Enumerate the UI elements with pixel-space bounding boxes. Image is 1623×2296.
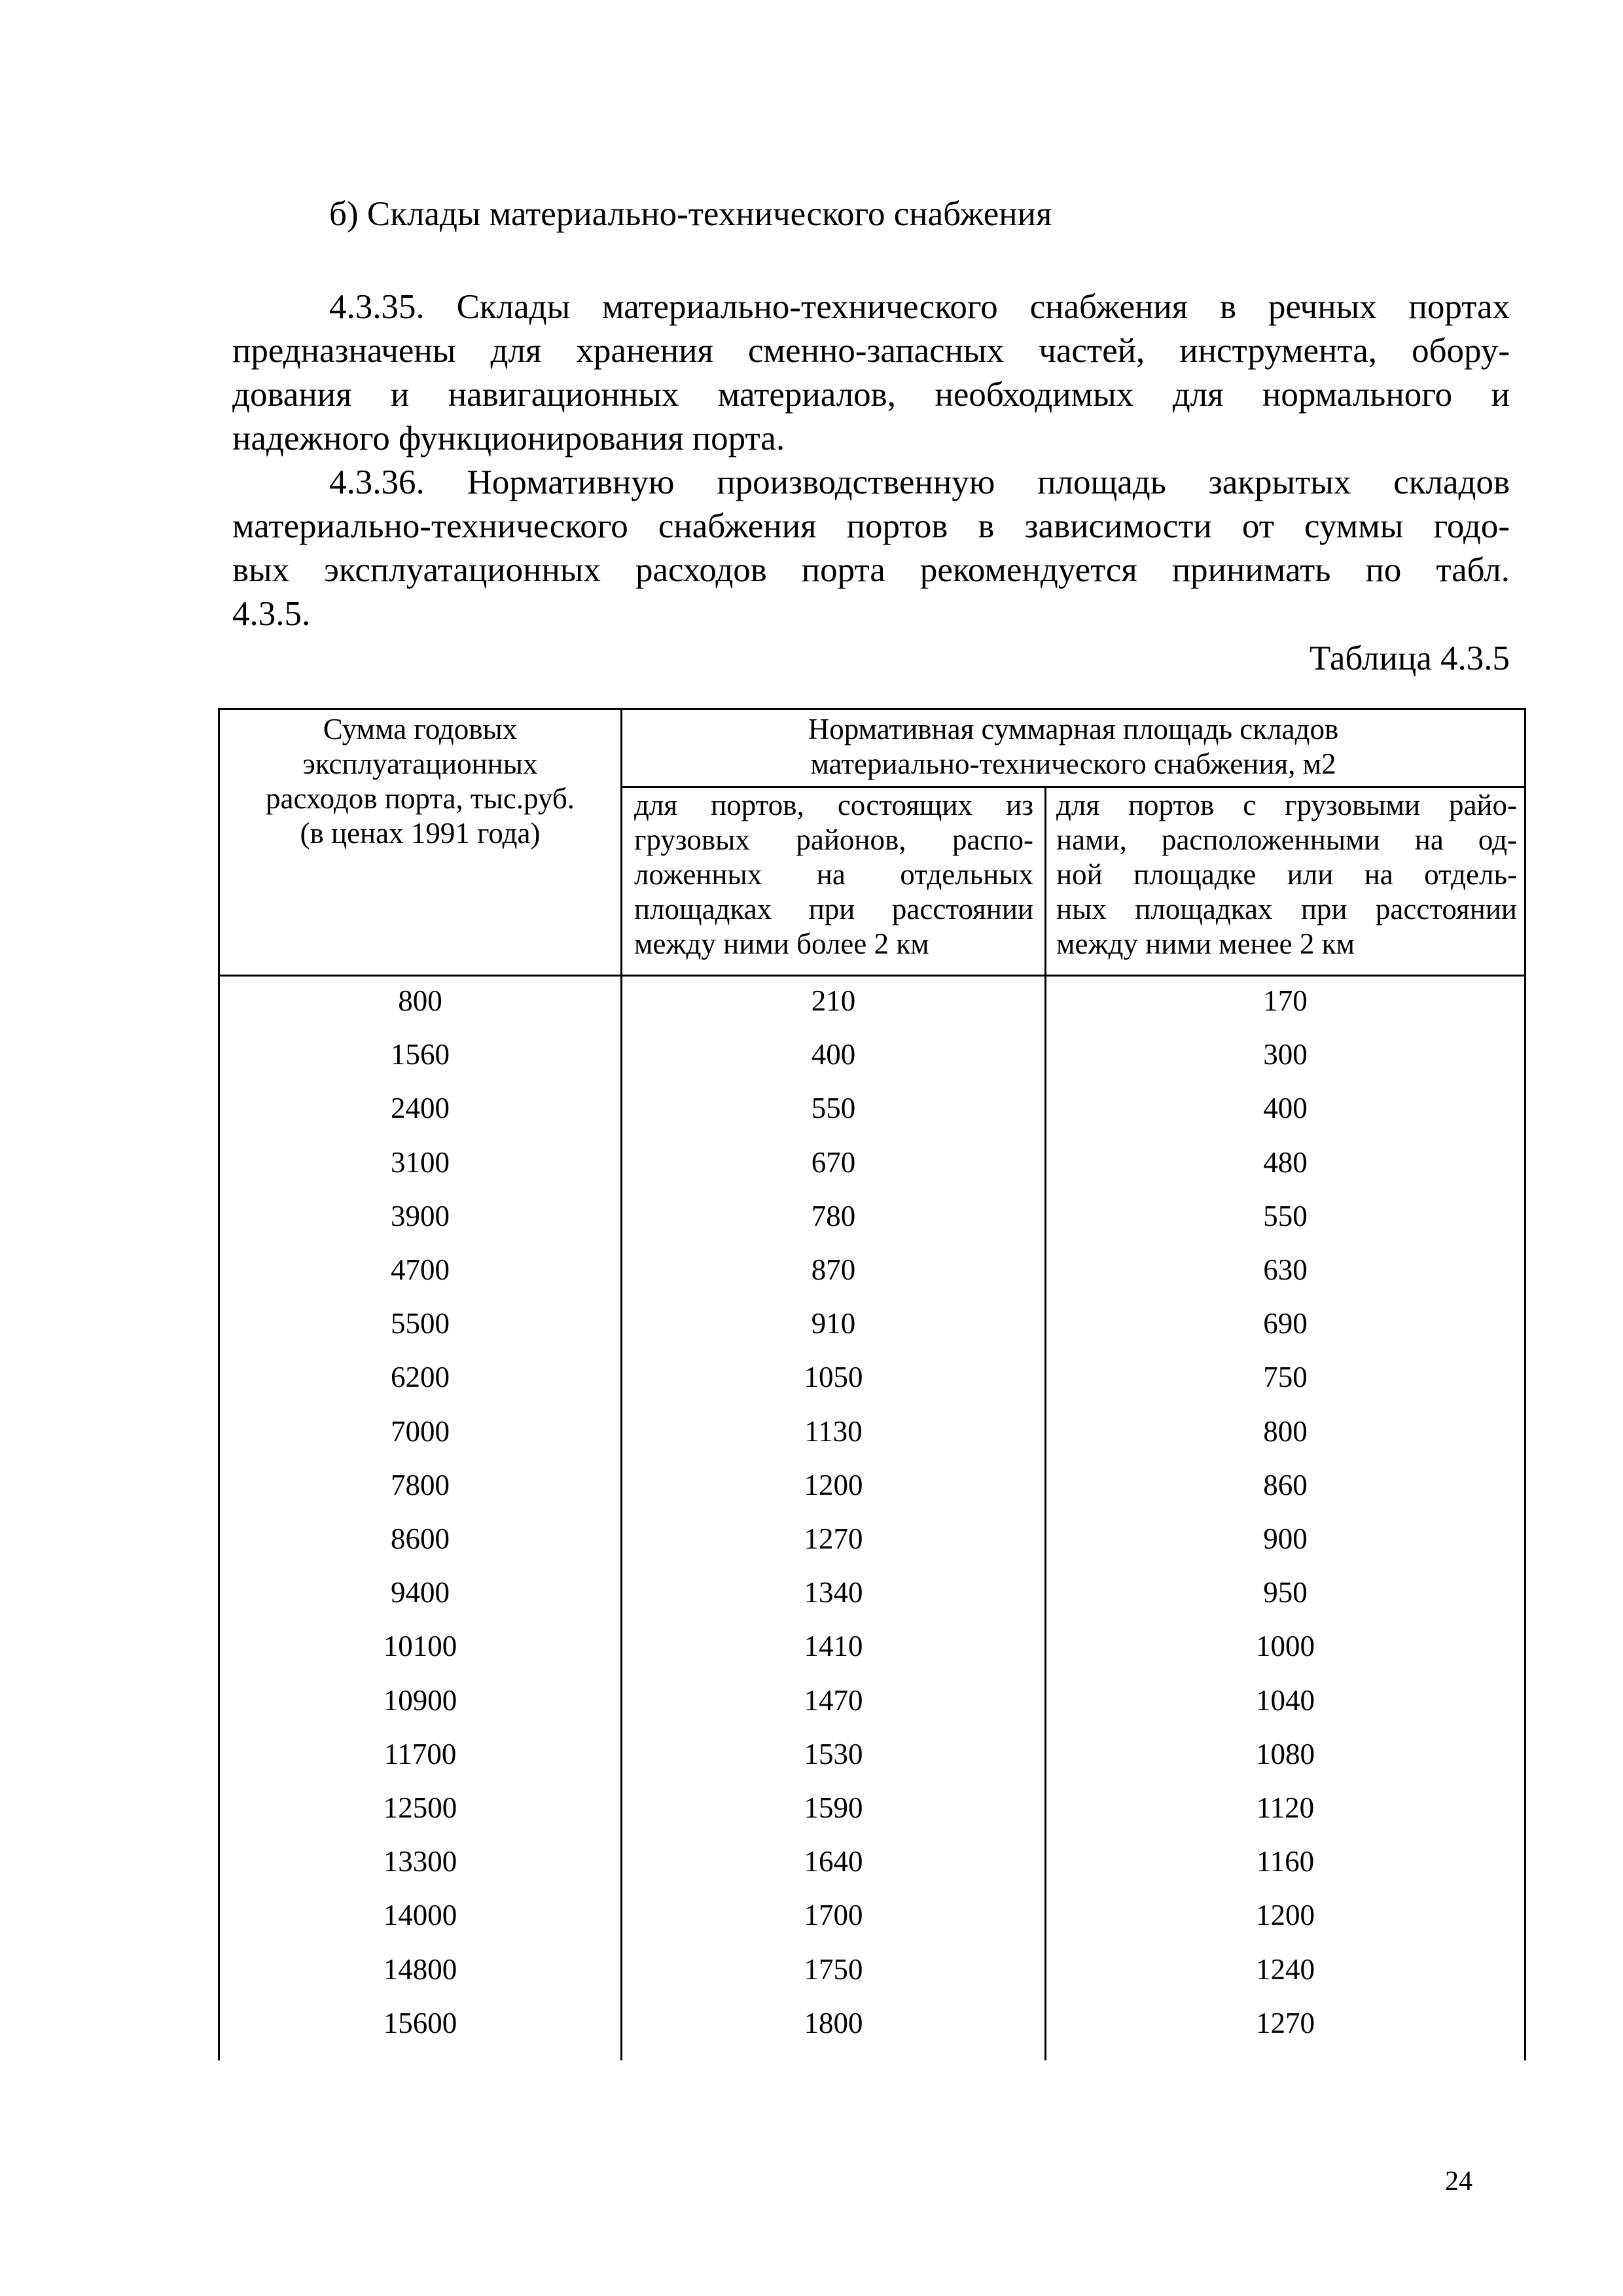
- table-caption: Таблица 4.3.5: [1309, 639, 1510, 677]
- table-cell: 11700: [383, 1738, 457, 1770]
- table-cell: 1590: [804, 1791, 863, 1824]
- header-line: (в ценах 1991 года): [300, 817, 541, 850]
- table-cell: 300: [1263, 1038, 1308, 1071]
- table-cell: 10100: [383, 1630, 457, 1662]
- table-cell: 13300: [383, 1845, 457, 1878]
- table-cell: 1200: [804, 1469, 863, 1501]
- table-cell: 7800: [391, 1469, 450, 1501]
- paragraph-line: материально-технического снабжения портов в зависимости от суммы годо-: [232, 507, 1510, 545]
- table-cell: 1530: [804, 1738, 863, 1770]
- paragraph-4-3-35: [232, 285, 1510, 461]
- table-cell: 210: [811, 984, 856, 1017]
- header-line: между ними более 2 км: [634, 927, 929, 960]
- col2-header: [634, 788, 1033, 961]
- table-cell: 8600: [391, 1522, 450, 1555]
- table-cell: 7000: [391, 1415, 450, 1448]
- table-cell: 1050: [804, 1361, 863, 1393]
- table-cell: 1160: [1256, 1845, 1315, 1878]
- paragraph-line: 4.3.5.: [232, 595, 311, 633]
- table-cell: 4700: [391, 1253, 450, 1286]
- table-cell: 780: [811, 1200, 856, 1232]
- table-cell: 1640: [804, 1845, 863, 1878]
- table-cell: 1560: [391, 1038, 450, 1071]
- table-cell: 12500: [383, 1791, 457, 1824]
- table-cell: 1750: [804, 1953, 863, 1986]
- paragraph-line: 4.3.35. Склады материально-технического снабжения в речных портах: [329, 288, 1510, 326]
- table-cell: 1130: [804, 1415, 863, 1448]
- header-line: грузовых районов, распо-: [634, 823, 1033, 856]
- table-cell: 1270: [804, 1522, 863, 1555]
- header-line: материально-технического снабжения, м2: [810, 747, 1336, 780]
- paragraph-line: вых эксплуатационных расходов порта рекомендуется принимать по табл.: [232, 551, 1510, 589]
- header-line: Сумма годовых: [323, 713, 518, 745]
- header-line: площадках при расстоянии: [634, 893, 1033, 925]
- group-header: [622, 712, 1524, 781]
- table-cell: 860: [1263, 1469, 1308, 1501]
- table-cell: 670: [811, 1146, 856, 1179]
- table-cell: 1800: [804, 2007, 863, 2039]
- table-cell: 1700: [804, 1899, 863, 1931]
- table-cell: 550: [811, 1092, 856, 1124]
- col3-header: [1056, 788, 1517, 961]
- paragraph-line: предназначены для хранения сменно-запасных частей, инструмента, обору-: [232, 332, 1510, 370]
- table-cell: 910: [811, 1307, 856, 1340]
- table-cell: 480: [1263, 1146, 1308, 1179]
- table-cell: 1080: [1256, 1738, 1315, 1770]
- table-cell: 950: [1263, 1576, 1308, 1609]
- header-line: ной площадке или на отдель-: [1056, 858, 1517, 891]
- header-line: для портов, состоящих из: [634, 789, 1033, 821]
- table-cell: 1410: [804, 1630, 863, 1662]
- table-cell: 1340: [804, 1576, 863, 1609]
- table-cell: 800: [398, 984, 442, 1017]
- col1-header: [220, 712, 620, 851]
- header-line: Нормативная суммарная площадь складов: [808, 713, 1339, 745]
- table-cell: 6200: [391, 1361, 450, 1393]
- table-cell: 1000: [1256, 1630, 1315, 1662]
- table-cell: 170: [1263, 984, 1308, 1017]
- header-line: нами, расположенными на од-: [1056, 823, 1517, 856]
- table-cell: 1470: [804, 1684, 863, 1717]
- table-border-top: [218, 708, 1526, 710]
- area-norms-table: [218, 708, 1526, 2060]
- table-cell: 2400: [391, 1092, 450, 1124]
- table-cell: 750: [1263, 1361, 1308, 1393]
- table-cell: 15600: [383, 2007, 457, 2039]
- paragraph-4-3-36: [232, 461, 1510, 636]
- paragraph-line: 4.3.36. Нормативную производственную площадь закрытых складов: [329, 463, 1510, 501]
- table-cell: 400: [811, 1038, 856, 1071]
- table-cell: 690: [1263, 1307, 1308, 1340]
- table-header-divider: [218, 975, 1526, 977]
- table-cell: 1200: [1256, 1899, 1315, 1931]
- header-line: ных площадках при расстоянии: [1056, 893, 1517, 925]
- page-number: 24: [1445, 2166, 1472, 2197]
- table-cell: 400: [1263, 1092, 1308, 1124]
- header-line: для портов с грузовыми райо-: [1056, 789, 1517, 821]
- table-cell: 9400: [391, 1576, 450, 1609]
- table-cell: 14000: [383, 1899, 457, 1931]
- table-cell: 1240: [1256, 1953, 1315, 1986]
- header-line: расходов порта, тыс.руб.: [266, 782, 575, 815]
- table-cell: 800: [1263, 1415, 1308, 1448]
- table-cell: 1270: [1256, 2007, 1315, 2039]
- table-cell: 5500: [391, 1307, 450, 1340]
- header-line: между ними менее 2 км: [1056, 927, 1355, 960]
- header-line: эксплуатационных: [302, 747, 538, 780]
- table-cell: 550: [1263, 1200, 1308, 1232]
- table-cell: 3100: [391, 1146, 450, 1179]
- table-cell: 1120: [1256, 1791, 1315, 1824]
- paragraph-line: надежного функционирования порта.: [232, 420, 785, 457]
- table-cell: 870: [811, 1253, 856, 1286]
- table-border-right: [1524, 708, 1526, 2060]
- header-line: ложенных на отдельных: [634, 858, 1033, 891]
- table-cell: 10900: [383, 1684, 457, 1717]
- table-cell: 14800: [383, 1953, 457, 1986]
- table-cell: 1040: [1256, 1684, 1315, 1717]
- table-cell: 3900: [391, 1200, 450, 1232]
- table-cell: 630: [1263, 1253, 1308, 1286]
- section-subheading: б) Склады материально-технического снабжения: [329, 195, 1052, 233]
- table-cell: 900: [1263, 1522, 1308, 1555]
- paragraph-line: дования и навигационных материалов, необходимых для нормального и: [232, 376, 1510, 414]
